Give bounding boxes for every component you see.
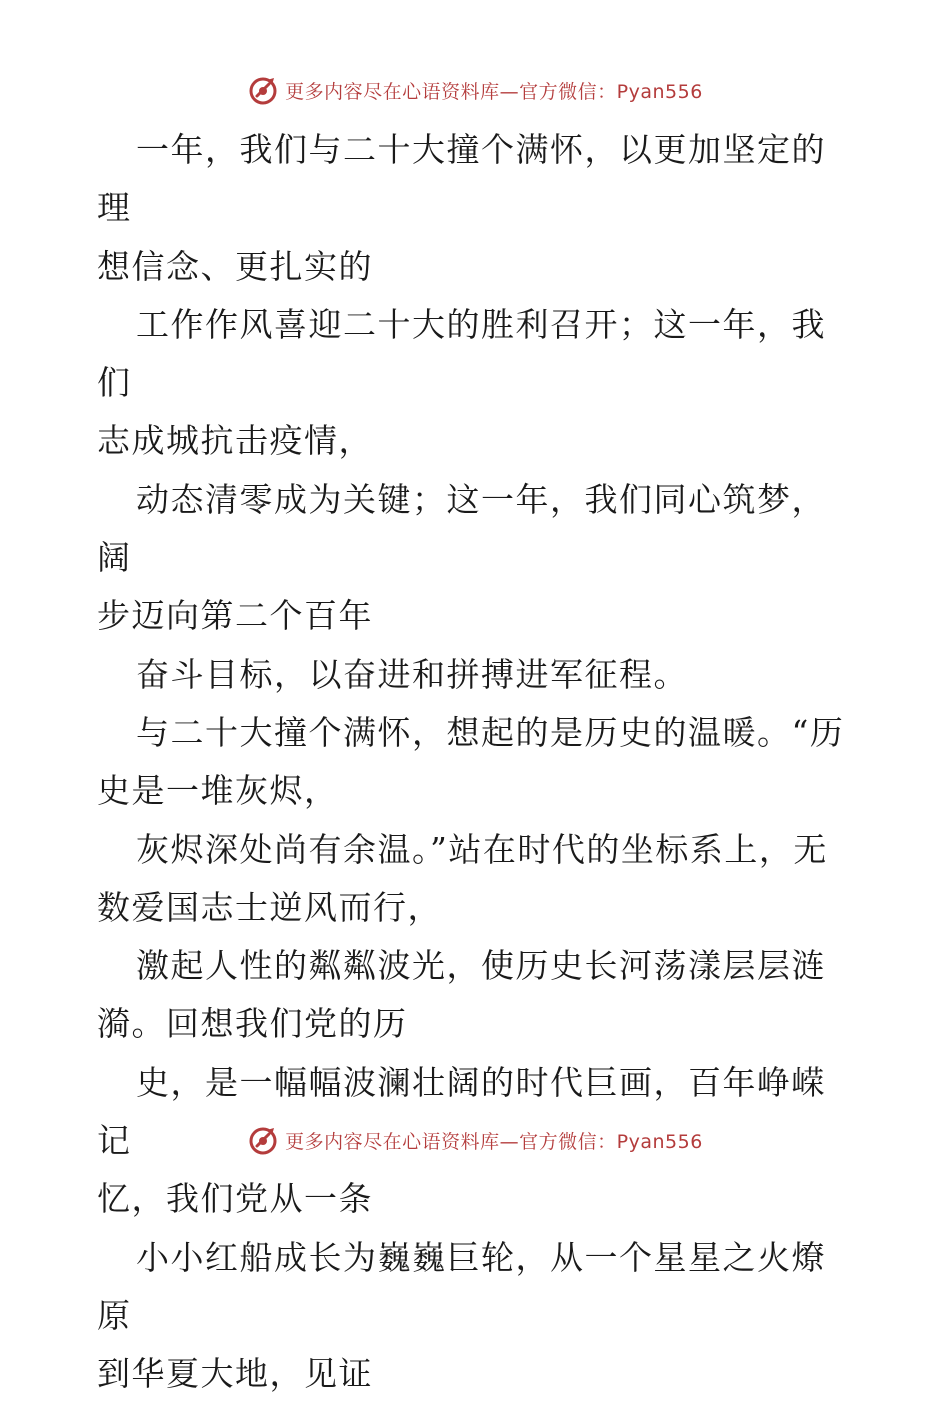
line: 志成城抗击疫情， [97,421,373,461]
header-watermark [0,70,950,110]
line: 史是一堆灰烬， [97,771,339,811]
paragraph-3 [97,471,857,646]
paragraph-9 [97,1229,857,1404]
line: 与二十大撞个满怀，想起的是历史的温暖。“历 [136,712,845,752]
paragraph-7 [97,937,857,1054]
line: 漪。回想我们党的历 [97,1004,408,1044]
footer-watermark [0,1120,950,1160]
line: 史，是一幅幅波澜壮阔的时代巨画，百年峥嵘记 [97,1062,826,1161]
line: 激起人性的粼粼波光，使历史长河荡漾层层涟 [136,946,826,986]
paragraph-2 [97,296,857,471]
line: 动态清零成为关键；这一年，我们同心筑梦，阔 [97,479,826,578]
line: 一年，我们与二十大撞个满怀，以更加坚定的理 [97,130,826,228]
line: 数爱国志士逆风而行， [97,887,442,927]
line: 想信念、更扎实的 [97,246,373,286]
logo-icon [247,74,279,106]
paragraph-5 [97,704,857,821]
paragraph-6 [97,821,857,938]
paragraph-4 [97,646,857,704]
line: 忆，我们党从一条 [97,1179,373,1219]
line: 小小红船成长为巍巍巨轮，从一个星星之火燎原 [97,1237,826,1335]
line: 奋斗目标，以奋进和拼搏进军征程。 [136,654,688,694]
line: 到华夏大地，见证 [97,1354,373,1394]
watermark-text: 更多内容尽在心语资料库—官方微信：Pyan556 [285,80,703,103]
line: 步迈向第二个百年 [97,596,373,636]
watermark-text: 更多内容尽在心语资料库—官方微信：Pyan556 [285,1130,703,1153]
logo-icon [247,1124,279,1156]
line: 工作作风喜迎二十大的胜利召开；这一年，我们 [97,304,826,403]
document-body [97,121,857,1404]
paragraph-1 [97,121,857,296]
line: 灰烬深处尚有余温。”站在时代的坐标系上，无 [136,829,828,869]
